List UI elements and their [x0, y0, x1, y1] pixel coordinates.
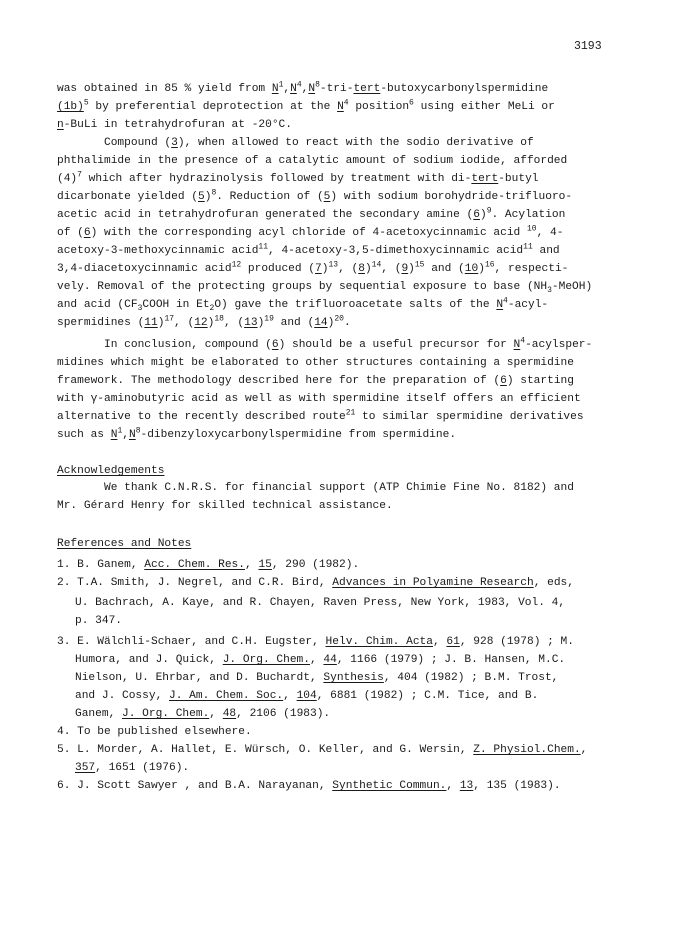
acknowledgements-heading: Acknowledgements [57, 465, 165, 477]
body-line: n-BuLi in tetrahydrofuran at -20°C. [57, 119, 292, 131]
page-number: 3193 [574, 40, 602, 53]
body-line: In conclusion, compound (6) should be a useful precursor for $N^4-acylsper-$ [104, 336, 593, 351]
body-line: midines which might be elaborated to other structures containing a spermidine [57, 357, 574, 369]
reference-line: 357, 1651 (1976). [75, 762, 190, 774]
body-line: acetoxy-3-methoxycinnamic acid$^{11}$, 4-acetoxy-3,5-dimethoxycinnamic acid$^{11}$ and [57, 242, 560, 257]
references-heading: References and Notes [57, 538, 192, 550]
reference-item: 3. E. Wälchli-Schaer, and C.H. Eugster, Helv. Chim. Acta, 61, 928 (1978) ; M. [57, 636, 574, 648]
reference-line: and J. Cossy, J. Am. Chem. Soc., 104, 6881 (1982) ; C.M. Tice, and B. [75, 690, 539, 702]
reference-line: Humora, and J. Quick, J. Org. Chem., 44, 1166 (1979) ; J. B. Hansen, M.C. [75, 654, 566, 666]
body-line: with γ-aminobutyric acid as well as with spermidine itself offers an efficient [57, 393, 581, 405]
body-line: alternative to the recently described route$^{21}$ to similar spermidine derivatives [57, 408, 584, 423]
acknowledgements-line: We thank C.N.R.S. for financial support (ATP Chimie Fine No. 8182) and [104, 482, 574, 494]
reference-line: U. Bachrach, A. Kaye, and R. Chayen, Raven Press, New York, 1983, Vol. 4, [75, 597, 566, 609]
body-line: acetic acid in tetrahydrofuran generated the secondary amine $(6)^9$. Acylation [57, 206, 566, 221]
body-line: dicarbonate yielded $(5)^8$. Reduction of (5) with sodium borohydride-trifluoro- [57, 188, 573, 203]
body-line: vely. Removal of the protecting groups by sequential exposure to base $(NH_3-MeOH)$ [57, 281, 593, 296]
body-line: 3,4-diacetoxycinnamic acid$^{12}$ produced $(7)^{13}$, $(8)^{14}$, $(9)^{15}$ and $(10)^{16}$, respecti- [57, 260, 569, 275]
body-line: phthalimide in the presence of a catalytic amount of sodium iodide, afforded [57, 155, 568, 167]
reference-line: Ganem, J. Org. Chem., 48, 2106 (1983). [75, 708, 331, 720]
reference-item: 1. B. Ganem, Acc. Chem. Res., 15, 290 (1982). [57, 559, 360, 571]
body-line: framework. The methodology described here for the preparation of (6) starting [57, 375, 574, 387]
body-line: Compound (3), when allowed to react with the sodio derivative of [104, 137, 534, 149]
body-line: and acid ($CF_3COOH$ in $Et_2O$) gave the trifluoroacetate salts of the $N^4-acyl-$ [57, 296, 549, 314]
body-line: was obtained in 85 % yield from $N^1,N^4,N^8-tri-tert$-butoxycarbonylspermidine [57, 80, 549, 95]
body-line: $(1b)^5$ by preferential deprotection at the $N^4$ position$^6$ using either MeLi or [57, 98, 555, 113]
body-line: $(4)^7$ which after hydrazinolysis followed by treatment with di-tert-butyl [57, 170, 539, 185]
acknowledgements-line: Mr. Gérard Henry for skilled technical assistance. [57, 500, 393, 512]
reference-item: 2. T.A. Smith, J. Negrel, and C.R. Bird, Advances in Polyamine Research, eds, [57, 577, 574, 589]
body-line: of (6) with the corresponding acyl chloride of 4-acetoxycinnamic acid $^{10}$, 4- [57, 224, 564, 239]
reference-item: 4. To be published elsewhere. [57, 726, 252, 738]
reference-line: p. 347. [75, 615, 122, 627]
reference-item: 6. J. Scott Sawyer , and B.A. Narayanan, Synthetic Commun., 13, 135 (1983). [57, 780, 561, 792]
reference-line: Nielson, U. Ehrbar, and D. Buchardt, Synthesis, 404 (1982) ; B.M. Trost, [75, 672, 559, 684]
reference-item: 5. L. Morder, A. Hallet, E. Würsch, O. Keller, and G. Wersin, Z. Physiol.Chem., [57, 744, 588, 756]
body-line: spermidines $(11)^{17}$, $(12)^{18}$, $(13)^{19}$ and $(14)^{20}$. [57, 314, 351, 329]
body-line: such as $N^1,N^8$-dibenzyloxycarbonylspermidine from spermidine. [57, 426, 457, 441]
